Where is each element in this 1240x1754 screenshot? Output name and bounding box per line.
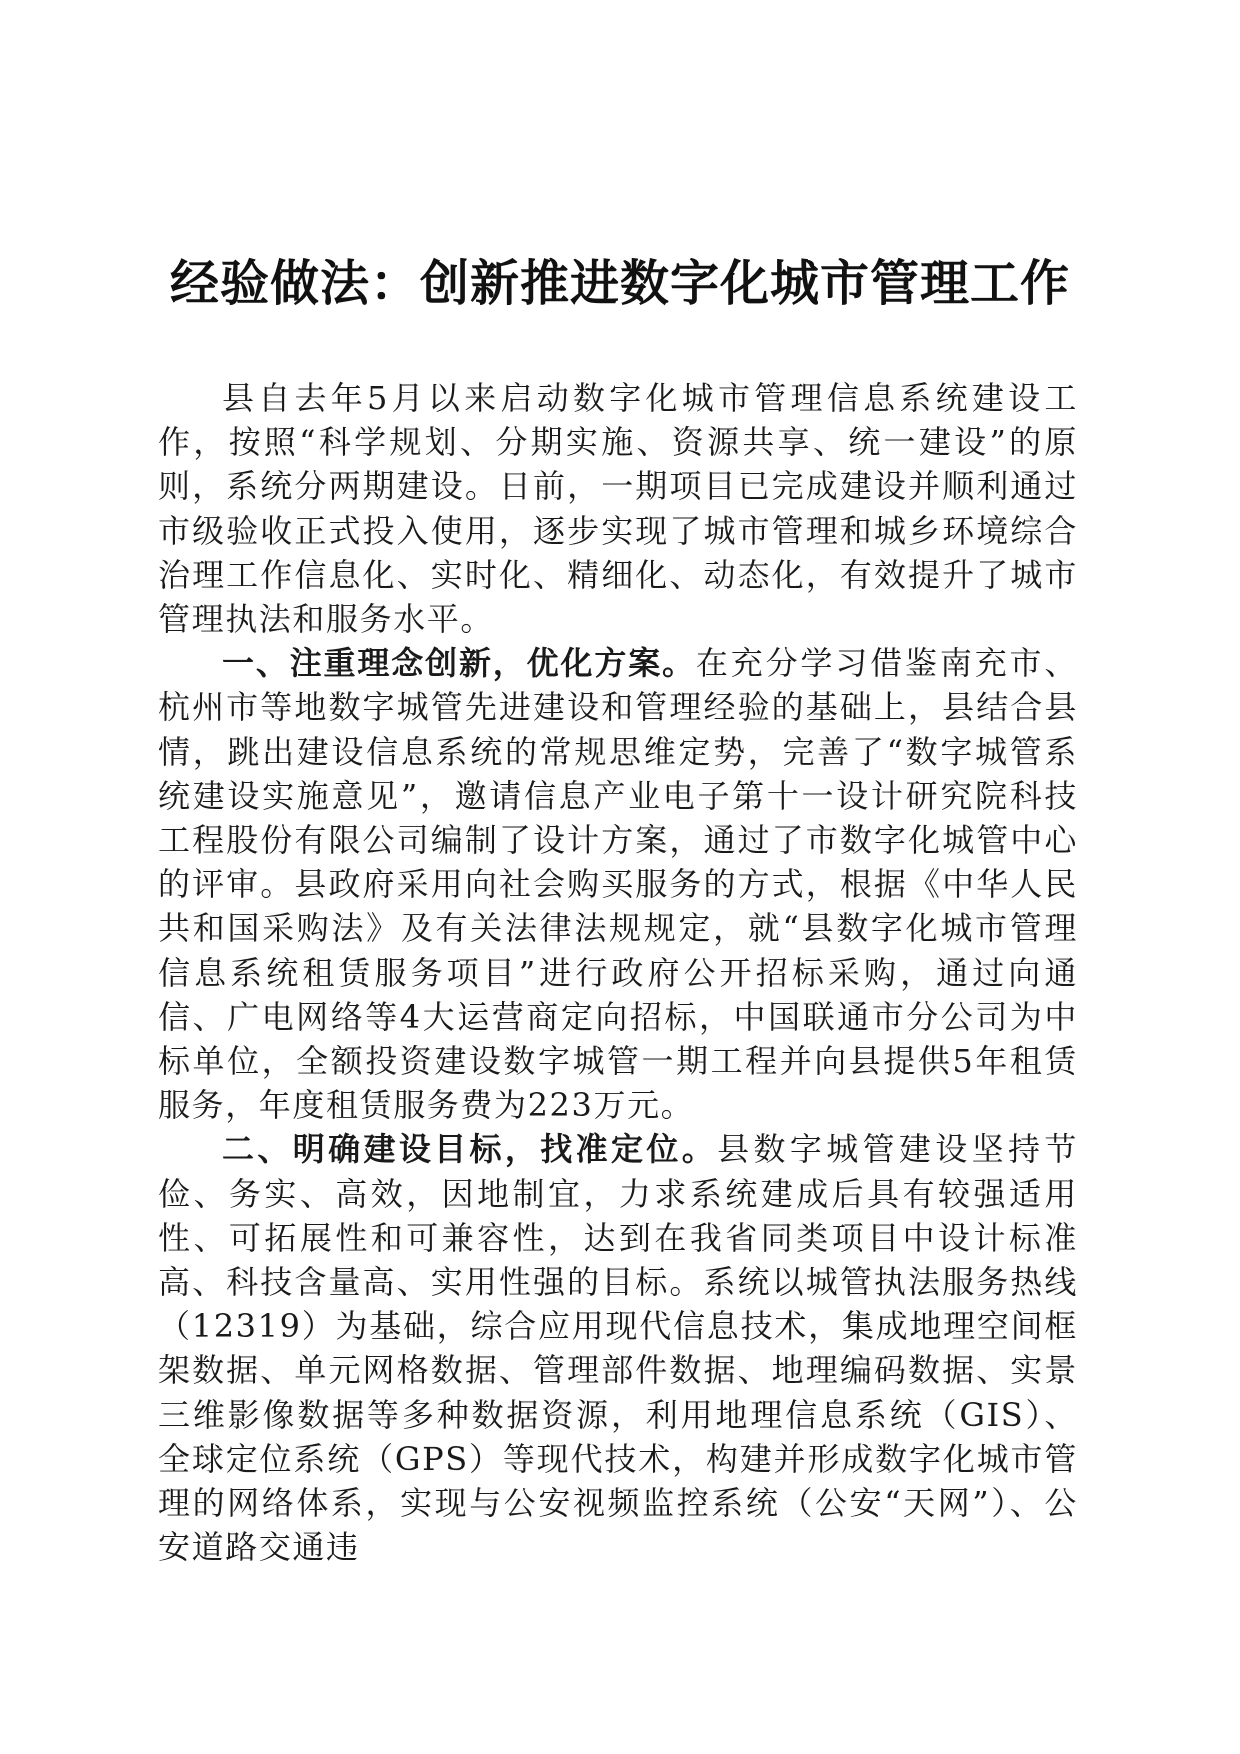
paragraph-text: 县数字城管建设坚持节俭、务实、高效，因地制宜，力求系统建成后具有较强适用性、可拓展性和可兼容性，达到在我省同类项目中设计标准高、科技含量高、实用性强的目标。系统以城管执法服务热线（12319）为基础，综合应用现代信息技术，集成地理空间框架数据、单元网格数据、管理部件数据、地理编码数据、实景三维影像数据等多种数据资源，利用地理信息系统（GIS）、全球定位系统（GPS）等现代技术，构建并形成数字化城市管理的网络体系，实现与公安视频监控系统（公安“天网”）、公安道路交通违	[158, 1130, 1078, 1567]
section-heading-2: 二、明确建设目标，找准定位。	[222, 1130, 718, 1169]
document-title: 经验做法：创新推进数字化城市管理工作	[169, 254, 1070, 312]
paragraph-text: 在充分学习借鉴南充市、杭州市等地数字城管先进建设和管理经验的基础上，县结合县情，跳出建设信息系统的常规思维定势，完善了“数字城管系统建设实施意见”，邀请信息产业电子第十一设计研究院科技工程股份有限公司编制了设计方案，通过了市数字化城管中心的评审。县政府采用向社会购买服务的方式，根据《中华人民共和国采购法》及有关法律法规规定，就“县数字化城市管理信息系统租赁服务项目”进行政府公开招标采购，通过向通信、广电网络等4大运营商定向招标，中国联通市分公司为中标单位，全额投资建设数字城管一期工程并向县提供5年租赁服务，年度租赁服务费为223万元。	[158, 644, 1079, 1125]
paragraph-section-2	[158, 1127, 1078, 1569]
document-body	[158, 376, 1078, 1569]
paragraph-text: 县自去年5月以来启动数字化城市管理信息系统建设工作，按照“科学规划、分期实施、资源共享、统一建设”的原则，系统分两期建设。日前，一期项目已完成建设并顺利通过市级验收正式投入使用，逐步实现了城市管理和城乡环境综合治理工作信息化、实时化、精细化、动态化，有效提升了城市管理执法和服务水平。	[158, 379, 1078, 639]
paragraph-intro	[158, 376, 1078, 641]
paragraph-section-1	[158, 641, 1078, 1127]
section-heading-1: 一、注重理念创新，优化方案。	[222, 644, 696, 683]
